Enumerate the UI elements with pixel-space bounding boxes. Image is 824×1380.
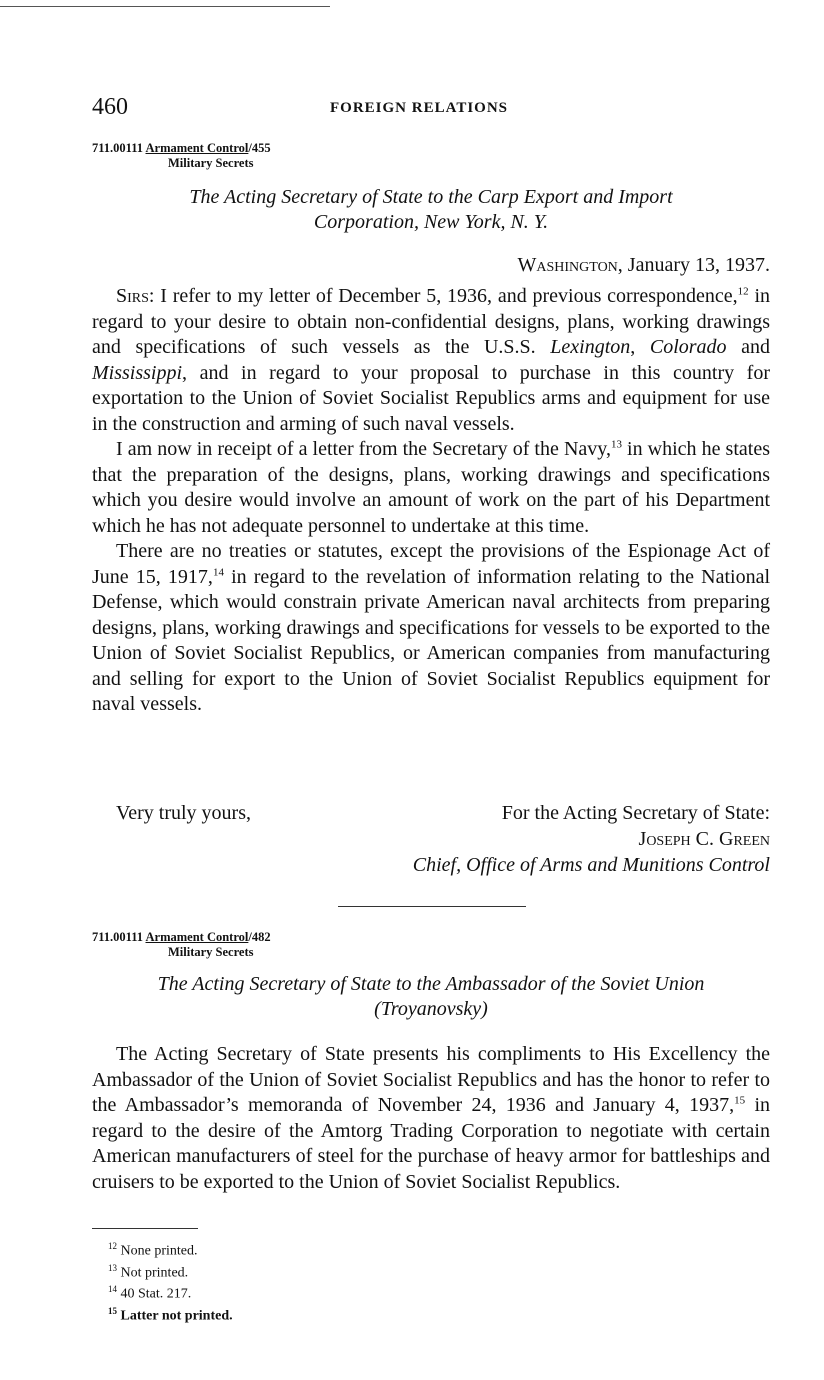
ship-lexington: Lexington	[550, 336, 631, 358]
file-reference-2	[92, 930, 271, 960]
footnote-ref-14: 14	[212, 565, 224, 578]
footnote-12: $^{12}$ None printed.	[108, 1241, 198, 1259]
date-line	[518, 254, 771, 277]
signer-name: Joseph C. Green	[638, 828, 770, 850]
doc1-paragraph-1: Sirs: I refer to my letter of December 5, 1936, and previous correspondence,$^{12}$ in regard to your desire to obtain non-confidential designs, plans, working drawings and specifications of such vessels as the U.S.S. Lexington, Colorado and Mississippi, and in regard to your proposal to purchase in this country for exportation to the Union of Soviet Socialist Republics arms and equipment for use in the construction and arming of such naval vessels.	[92, 285, 771, 435]
section-separator	[338, 906, 526, 907]
top-rule	[0, 6, 330, 7]
doc2-heading-line1: The Acting Secretary of State to the Ambassador of the Soviet Union	[157, 973, 705, 995]
doc1-paragraph-2: I am now in receipt of a letter from the Secretary of the Navy,$^{13}$ in which he states that the preparation of the designs, plans, working drawings and specifications which you desire would involve an amount of work on the part of his Department which he has not adequate personnel to undertake at this time.	[92, 438, 770, 537]
for-line: For the Acting Secretary of State:	[501, 802, 770, 824]
footnote-rule	[92, 1228, 198, 1229]
closing-phrase: Very truly yours,	[116, 802, 251, 824]
salutation: Sirs	[116, 285, 149, 307]
footnote-ref-15: 15	[734, 1094, 746, 1107]
file-ref-prefix: 711.00111	[92, 141, 144, 155]
doc1-heading-line1: The Acting Secretary of State to the Carp Export and Import	[189, 186, 673, 208]
doc2-heading	[92, 972, 770, 1022]
date-text: , January 13, 1937.	[617, 254, 770, 276]
file-ref-secrets: Military Secrets	[168, 945, 254, 959]
doc2-paragraph-1: The Acting Secretary of State presents his compliments to His Excellency the Ambassador of the Union of Soviet Socialist Republics and has the honor to refer to the Ambassador’s memoranda of November 24, 1936 and January 4, 1937,15 in regard to the desire of the Amtorg Trading Corporation to negotiate with certain American manufacturers of steel for the purchase of heavy armor for battleships and cruisers to be exported to the Union of Soviet Socialist Republics.	[92, 1043, 770, 1193]
doc1-body	[92, 284, 770, 718]
file-ref-secrets: Military Secrets	[168, 156, 254, 170]
file-reference-1	[92, 141, 271, 171]
date-place: Washington	[517, 254, 618, 276]
doc1-closing	[92, 800, 770, 878]
doc1-heading	[92, 185, 770, 235]
ship-mississippi: Mississippi	[92, 361, 183, 384]
footnote-14: $^{14}$ 40 Stat. 217.	[108, 1284, 192, 1302]
footnote-ref-12: 12	[737, 285, 749, 298]
file-ref-prefix: 711.00111	[92, 930, 144, 944]
file-ref-control: Armament Control	[145, 141, 249, 155]
ship-colorado: Colorado	[649, 336, 727, 358]
doc2-body	[92, 1042, 770, 1195]
footnote-15: $^{15}$ Latter not printed.	[108, 1305, 233, 1324]
doc1-heading-line2: Corporation, New York, N. Y.	[313, 211, 549, 233]
signer-title: Chief, Office of Arms and Munitions Control	[412, 854, 770, 876]
footnotes	[108, 1238, 233, 1325]
page-number: 460	[92, 94, 128, 120]
file-ref-control: Armament Control	[145, 930, 249, 944]
footnote-13: $^{13}$ Not printed.	[108, 1262, 189, 1281]
doc1-paragraph-3: There are no treaties or statutes, except the provisions of the Espionage Act of June 15, 1917,14 in regard to the revelation of information relating to the National Defense, which would constrain private American naval architects from preparing designs, plans, working drawings and specifications for vessels to be exported to the Union of Soviet Socialist Republics, or American companies from manufacturing and selling for export to the Union of Soviet Socialist Republics equipment for naval vessels.	[92, 540, 770, 715]
doc2-heading-line2: (Troyanovsky)	[374, 998, 488, 1020]
running-head: FOREIGN RELATIONS	[330, 100, 509, 116]
file-ref-suffix: /482	[248, 930, 271, 944]
footnote-ref-13: 13	[610, 438, 622, 451]
file-ref-suffix: /455	[248, 141, 271, 155]
